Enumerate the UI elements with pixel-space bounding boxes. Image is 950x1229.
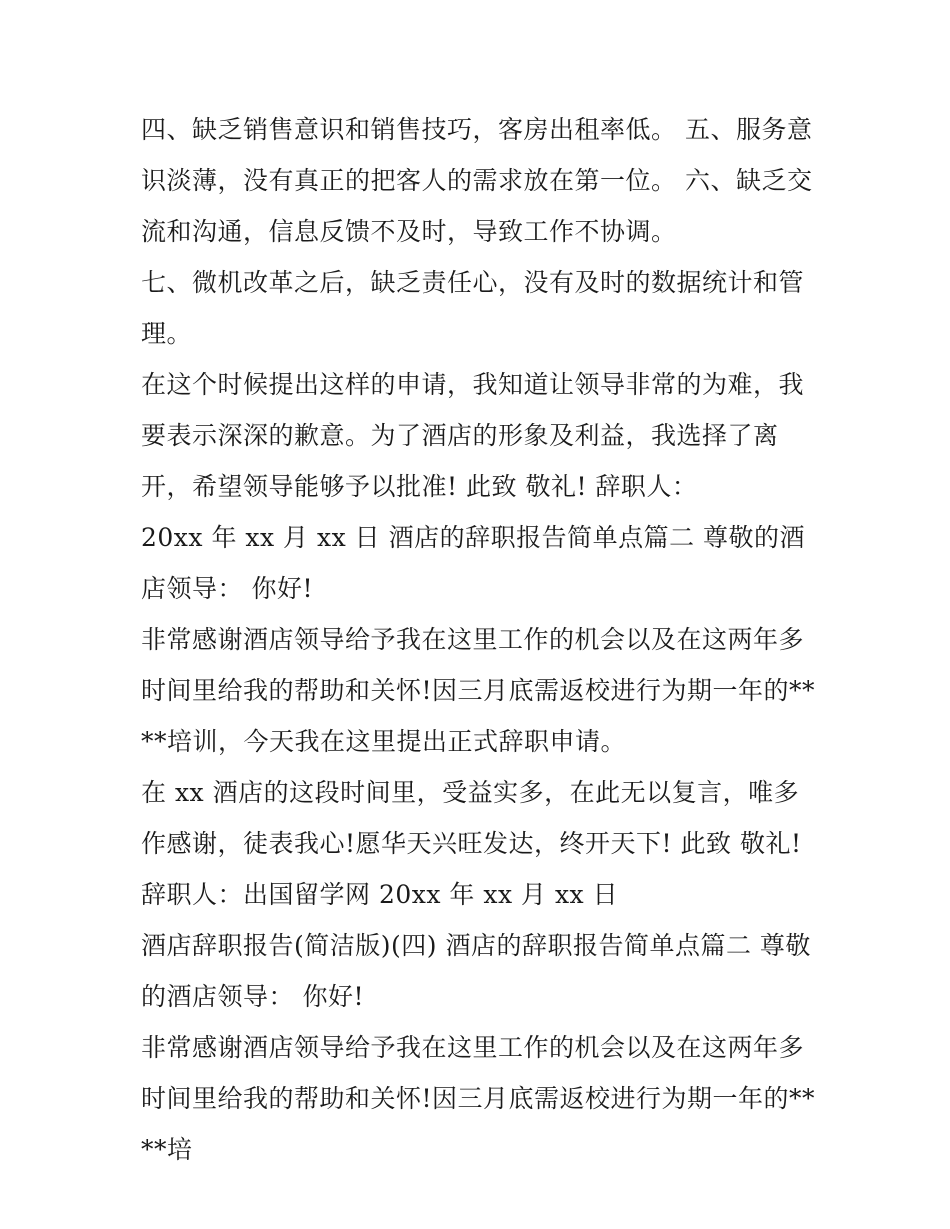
paragraph-service-issues: 四、缺乏销售意识和销售技巧，客房出租率低。 五、服务意识淡薄，没有真正的把客人的需求放在第一位。 六、缺乏交流和沟通，信息反馈不及时，导致工作不协调。 [141, 115, 813, 246]
paragraph-computer-reform: 七、微机改革之后，缺乏责任心，没有及时的数据统计和管理。 [141, 268, 805, 348]
paragraph-date-heading: 20xx 年 xx 月 xx 日 酒店的辞职报告简单点篇二 尊敬的酒店领导： 你好! [141, 523, 806, 603]
paragraph-farewell: 在 xx 酒店的这段时间里，受益实多，在此无以复言，唯多作感谢，徒表我心!愿华天兴旺发达，终开天下! 此致 敬礼! 辞职人：出国留学网 20xx 年 xx 月 xx 日 [141, 778, 802, 909]
document-body [141, 104, 821, 1175]
paragraph-thanks-repeat: 非常感谢酒店领导给予我在这里工作的机会以及在这两年多时间里给我的帮助和关怀!因三月底需返校进行为期一年的****培 [141, 1033, 816, 1164]
paragraph-thanks: 非常感谢酒店领导给予我在这里工作的机会以及在这两年多时间里给我的帮助和关怀!因三月底需返校进行为期一年的****培训，今天我在这里提出正式辞职申请。 [141, 625, 816, 756]
paragraph-section-four-heading: 酒店辞职报告(简洁版)(四) 酒店的辞职报告简单点篇二 尊敬的酒店领导： 你好! [141, 931, 811, 1011]
paragraph-apology: 在这个时候提出这样的申请，我知道让领导非常的为难，我要表示深深的歉意。为了酒店的形象及利益，我选择了离开，希望领导能够予以批准! 此致 敬礼! 辞职人： [141, 370, 805, 501]
